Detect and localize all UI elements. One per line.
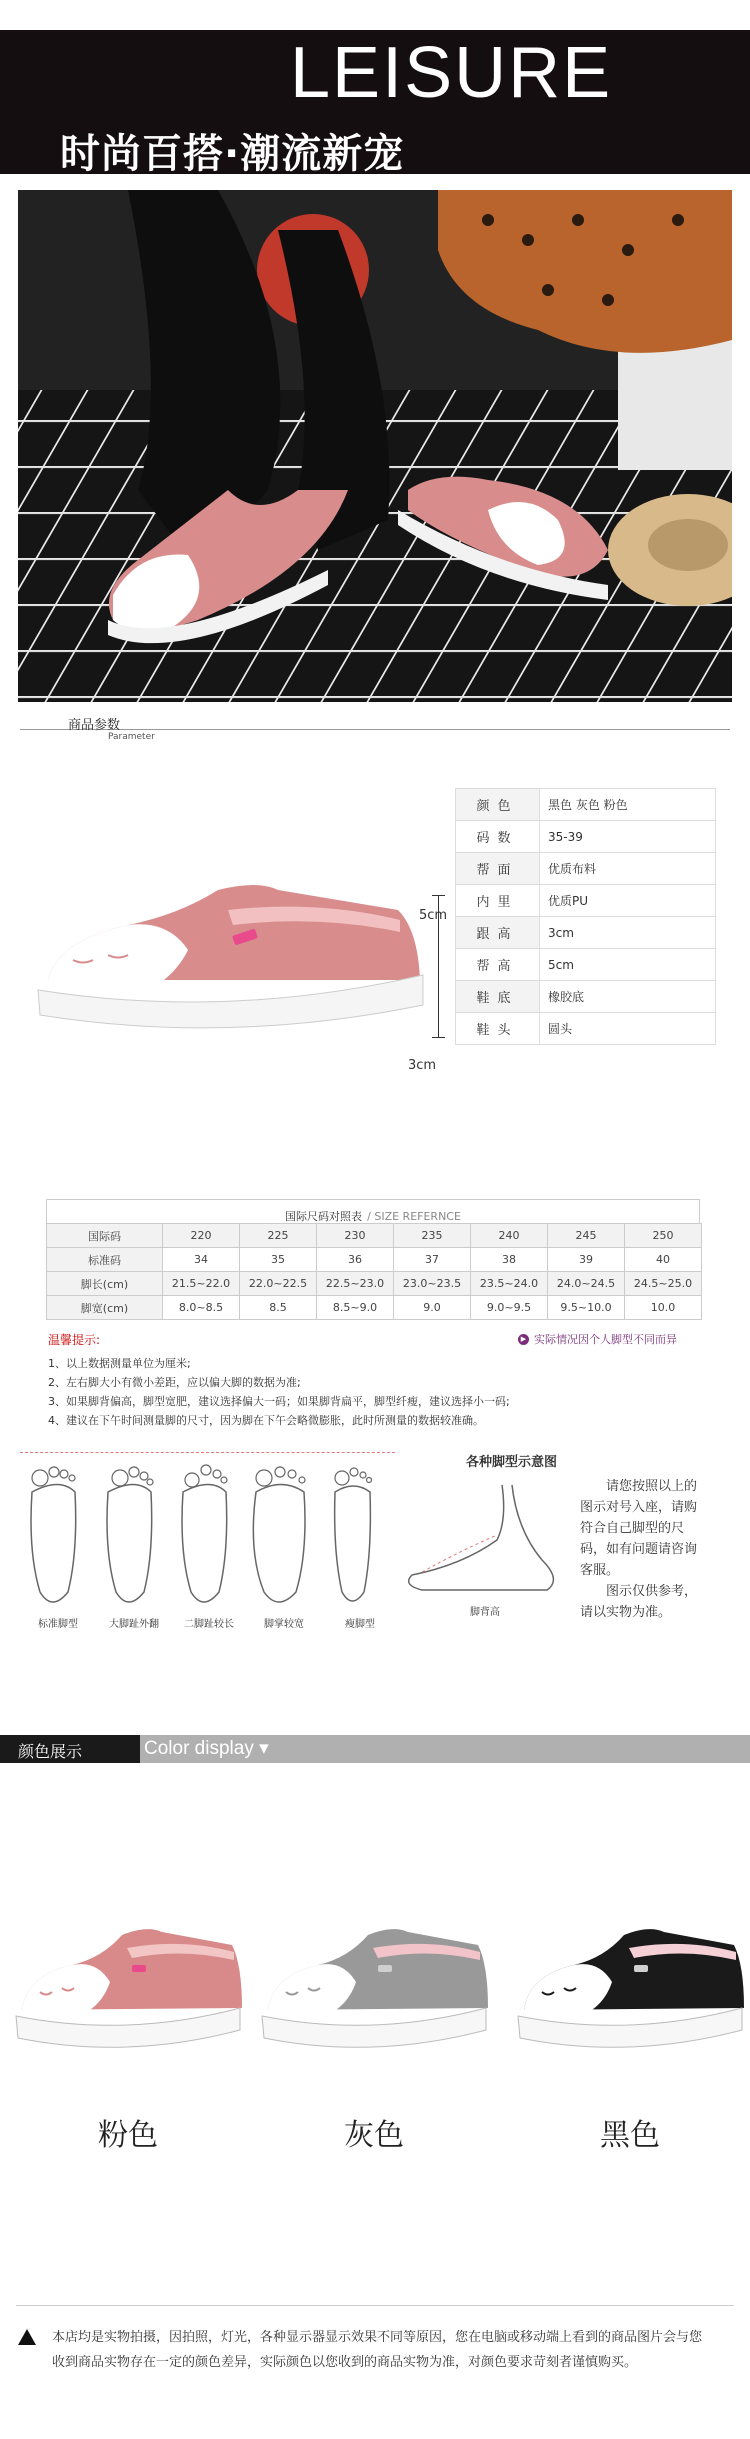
spec-row [456,981,716,1013]
size-table-title-en: / SIZE REFERNCE [367,1210,461,1223]
arrow-circle-icon: ▶ [518,1334,529,1345]
hero-photo [18,190,732,702]
foot-side-caption: 脚背高 [470,1607,500,1618]
spec-row [456,885,716,917]
spec-row [456,1013,716,1045]
size-cell: 21.5~22.0 [163,1272,240,1296]
foot-caption: 瘦脚型 [345,1619,375,1630]
foot-outlines [20,1462,400,1616]
spec-value: 圆头 [540,1013,716,1045]
spec-key: 帮面 [456,853,540,885]
color-name-label: 黑色 [600,2118,660,2153]
foot-caption: 大脚趾外翻 [109,1619,159,1630]
tip-line: 4、建议在下午时间测量脚的尺寸，因为脚在下午会略微膨胀，此时所测量的数据较准确。 [48,1414,484,1427]
param-divider [20,729,730,730]
color-name-label: 灰色 [344,2118,404,2153]
size-cell: 34 [163,1248,240,1272]
size-cell: 245 [548,1224,625,1248]
spec-row [456,917,716,949]
size-cell: 38 [471,1248,548,1272]
size-cell: 24.5~25.0 [625,1272,702,1296]
size-row-header: 脚长(cm) [47,1272,163,1296]
size-table-title-bar [46,1199,700,1223]
color-variant-shoe [258,1920,488,2059]
tip-line: 1、以上数据测量单位为厘米; [48,1357,191,1370]
height-label: 5cm [419,908,448,923]
size-cell: 22.0~22.5 [240,1272,317,1296]
size-cell: 9.0 [394,1296,471,1320]
size-cell: 8.5~9.0 [317,1296,394,1320]
tips-list [48,1354,510,1430]
size-row [47,1248,702,1272]
spec-key: 内里 [456,885,540,917]
size-cell: 8.5 [240,1296,317,1320]
foot-desc-text: 请您按照以上的图示对号入座，请购符合自己脚型的尺码，如有问题请咨询客服。 [580,1479,698,1578]
spec-value: 5cm [540,949,716,981]
size-table-title: 国际尺码对照表 [285,1210,363,1223]
size-row-header: 标准码 [47,1248,163,1272]
size-cell: 35 [240,1248,317,1272]
color-variant-shoe [514,1920,744,2059]
spec-value: 优质布料 [540,853,716,885]
height-dim-tick [432,1037,445,1038]
size-cell: 9.5~10.0 [548,1296,625,1320]
size-cell: 22.5~23.0 [317,1272,394,1296]
spec-key: 帮高 [456,949,540,981]
foot-types-header: 各种脚型示意图 [466,1455,558,1470]
color-display-en: Color display ▾ [140,1735,750,1763]
color-display-label: 颜色展示 [0,1735,140,1763]
size-cell: 250 [625,1224,702,1248]
tips-title: 温馨提示: [48,1333,101,1347]
size-cell: 8.0~8.5 [163,1296,240,1320]
spec-key: 颜色 [456,789,540,821]
tips-right-text: 实际情况因个人脚型不同而异 [534,1333,677,1346]
size-cell: 23.0~23.5 [394,1272,471,1296]
size-cell: 10.0 [625,1296,702,1320]
product-shoe-image [28,870,428,1054]
spec-key: 鞋底 [456,981,540,1013]
size-row-header: 国际码 [47,1224,163,1248]
size-cell: 225 [240,1224,317,1248]
spec-key: 码数 [456,821,540,853]
spec-row [456,949,716,981]
size-row-header: 脚宽(cm) [47,1296,163,1320]
tips-right-note [518,1331,677,1347]
size-cell: 230 [317,1224,394,1248]
banner-title: LEISURE [290,33,613,113]
height-dim-tick [432,895,445,896]
size-row [47,1224,702,1248]
spec-row [456,853,716,885]
size-cell: 39 [548,1248,625,1272]
foot-caption: 标准脚型 [38,1619,78,1630]
spec-row [456,789,716,821]
size-table [46,1223,702,1320]
foot-desc-text: 图示仅供参考，请以实物为准。 [580,1584,698,1620]
tip-line: 2、左右脚大小有微小差距，应以偏大脚的数据为准; [48,1376,301,1389]
spec-table [455,788,716,1045]
param-subtitle: Parameter [108,732,155,742]
foot-caption: 二脚趾较长 [184,1619,234,1630]
param-title: 商品参数 [68,718,121,733]
spec-key: 鞋头 [456,1013,540,1045]
width-label: 3cm [408,1058,437,1073]
warning-icon [18,2329,36,2345]
size-cell: 235 [394,1224,471,1248]
spec-row [456,821,716,853]
size-cell: 220 [163,1224,240,1248]
tip-line: 3、如果脚背偏高，脚型宽肥，建议选择偏大一码；如果脚背扁平，脚型纤瘦，建议选择小一码; [48,1395,510,1408]
size-cell: 37 [394,1248,471,1272]
spec-value: 橡胶底 [540,981,716,1013]
foot-desc [580,1476,704,1623]
spec-value: 黑色 灰色 粉色 [540,789,716,821]
color-name-label: 粉色 [98,2118,158,2153]
size-row [47,1272,702,1296]
size-cell: 240 [471,1224,548,1248]
size-cell: 9.0~9.5 [471,1296,548,1320]
size-cell: 23.5~24.0 [471,1272,548,1296]
spec-key: 跟高 [456,917,540,949]
foot-caption: 脚掌较宽 [264,1619,304,1630]
spec-value: 3cm [540,917,716,949]
top-banner [0,30,750,177]
foot-side-view [402,1480,572,1604]
size-cell: 36 [317,1248,394,1272]
foot-guide-line [20,1452,395,1453]
size-cell: 40 [625,1248,702,1272]
size-row [47,1296,702,1320]
banner-subtitle: 时尚百搭·潮流新宠 [60,131,405,177]
color-variant-shoe [12,1920,242,2059]
spec-value: 35-39 [540,821,716,853]
size-cell: 24.0~24.5 [548,1272,625,1296]
notice-text: 本店均是实物拍摄，因拍照，灯光，各种显示器显示效果不同等原因，您在电脑或移动端上看到的商品图片会与您收到商品实物存在一定的颜色差异，实际颜色以您收到的商品实物为准，对颜色要求苛刻者谨慎购买。 [52,2330,703,2370]
spec-value: 优质PU [540,885,716,917]
